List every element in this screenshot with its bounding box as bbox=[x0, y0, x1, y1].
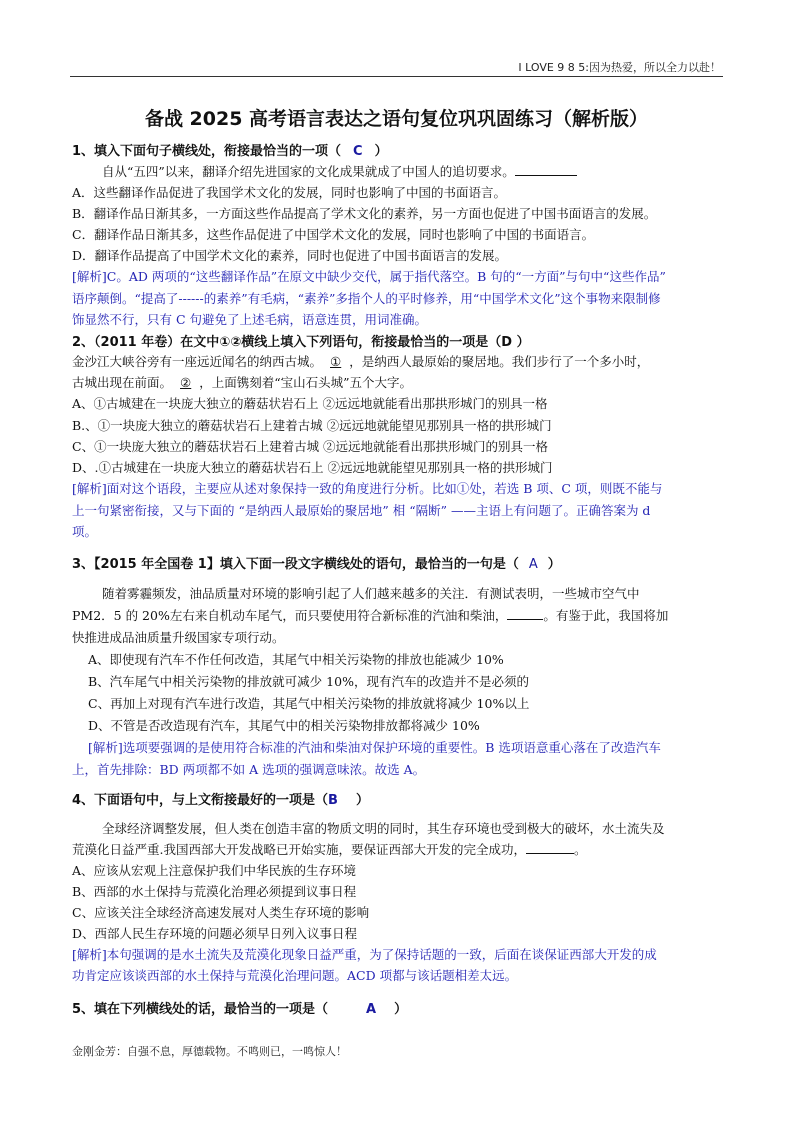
q4-option-d: D、西部人民生存环境的问题必须早日列入议事日程 bbox=[72, 926, 358, 941]
q1-option-c: C．翻译作品日渐其多，这些作品促进了中国学术文化的发展，同时也影响了中国的书面语言。 bbox=[72, 227, 595, 242]
q4-stem bbox=[72, 789, 369, 808]
q2-passage-line1 bbox=[72, 352, 649, 370]
q5-stem-text: 5、填在下列横线处的话，最恰当的一项是（ bbox=[72, 1002, 329, 1017]
q3-passage-cont: 。有鉴于此，我国将加 bbox=[543, 608, 669, 623]
q2-stem: 2、（2011 年卷）在文中①②横线上填入下列语句，衔接最恰当的一项是（D ） bbox=[72, 335, 530, 350]
footer-motto: 金刚金芳：自强不息，厚德载物。不鸣则已，一鸣惊人！ bbox=[72, 1045, 347, 1058]
q4-passage-line: 全球经济调整发展，但人类在创造丰富的物质文明的同时，其生存环境也受到极大的破坏，水土流失及 bbox=[102, 821, 665, 836]
q2-passage2-pre: 古城出现在前面。 bbox=[72, 375, 173, 390]
q4-option-c: C、应该关注全球经济高速发展对人类生存环境的影响 bbox=[72, 905, 370, 920]
q5-stem-end: ） bbox=[394, 1002, 408, 1017]
q4-answer: B bbox=[328, 793, 338, 808]
q2-analysis-line: [解析]面对这个语段，主要应从述对象保持一致的角度进行分析。比如①处，若选 B 项、C 项，则既不能与 bbox=[72, 481, 663, 496]
q3-blank bbox=[507, 607, 543, 620]
q3-passage-line: 快推进成品油质量升级国家专项行动。 bbox=[72, 630, 285, 645]
q1-answer: C bbox=[353, 144, 363, 159]
q2-option-b: B.、①一块庞大独立的蘑菇状岩石上建着古城 ②远远地就能望见那别具一格的拱形城门 bbox=[72, 418, 552, 433]
q3-passage-text: PM2．5 的 20%左右来自机动车尾气，而只要使用符合新标准的汽油和柴油， bbox=[72, 608, 508, 623]
q1-option-d: D．翻译作品提高了中国学术文化的素养，同时也促进了中国书面语言的发展。 bbox=[72, 248, 508, 263]
q2-passage2-post: ，上面镌刻着“宝山石头城”五个大字。 bbox=[199, 375, 413, 390]
q5-stem bbox=[72, 998, 407, 1017]
q3-passage-line: 随着雾霾频发，油品质量对环境的影响引起了人们越来越多的关注．有测试表明，一些城市空气中 bbox=[102, 586, 640, 601]
q1-option-b: B．翻译作品日渐其多，一方面这些作品提高了学术文化的素养，另一方面也促进了中国书面语言的发展。 bbox=[72, 206, 657, 221]
q5-answer: A bbox=[366, 1002, 377, 1017]
q2-passage-line2 bbox=[72, 373, 412, 391]
q2-option-d: D、.①古城建在一块庞大独立的蘑菇状岩石上 ②远远地就能望见那别具一格的拱形城门 bbox=[72, 460, 553, 475]
q1-passage bbox=[102, 162, 577, 180]
q1-option-a: A．这些翻译作品促进了我国学术文化的发展，同时也影响了中国的书面语言。 bbox=[72, 185, 507, 200]
q4-passage-end: 。 bbox=[573, 842, 587, 857]
header-motto: I LOVE 9 8 5:因为热爱，所以全力以赴！ bbox=[518, 61, 721, 74]
q1-stem bbox=[72, 140, 388, 159]
q3-passage-line bbox=[72, 606, 668, 624]
q2-analysis-line: 项。 bbox=[72, 524, 98, 539]
q3-answer: A bbox=[528, 557, 538, 572]
page-title: 备战 2025 高考语言表达之语句复位巩巩固练习（解析版） bbox=[144, 108, 649, 130]
q3-stem bbox=[72, 553, 561, 572]
q3-analysis-line: [解析]选项要强调的是使用符合标准的汽油和柴油对保护环境的重要性。B 选项语意重心落在了改造汽车 bbox=[88, 740, 661, 755]
q1-analysis-line: 饰显然不行，只有 C 句避免了上述毛病，语意连贯，用词准确。 bbox=[72, 312, 428, 327]
q1-blank bbox=[515, 163, 577, 176]
q1-stem-text: 1、填入下面句子横线处，衔接最恰当的一项（ bbox=[72, 144, 342, 159]
q2-option-a: A、①古城建在一块庞大独立的蘑菇状岩石上 ②远远地就能看出那拱形城门的别具一格 bbox=[72, 396, 548, 411]
q4-option-a: A、应该从宏观上注意保护我们中华民族的生存环境 bbox=[72, 863, 357, 878]
q4-stem-text: 4、下面语句中，与上文衔接最好的一项是（ bbox=[72, 793, 329, 808]
q3-stem-text: 3、【2015 年全国卷 1】填入下面一段文字横线处的语句，最恰当的一句是（ bbox=[72, 557, 519, 572]
q2-blank-1: ① bbox=[330, 354, 342, 369]
q4-passage-line bbox=[72, 840, 587, 858]
q2-passage1-post: ，是纳西人最原始的聚居地。我们步行了一个多小时， bbox=[349, 354, 650, 369]
q3-analysis-line: 上，首先排除：BD 两项都不如 A 选项的强调意味浓。故选 A。 bbox=[72, 762, 426, 777]
header-divider bbox=[70, 76, 723, 77]
q4-analysis-line: [解析]本句强调的是水土流失及荒漠化现象日益严重，为了保持话题的一致，后面在谈保证西部大开发的成 bbox=[72, 947, 657, 962]
q1-stem-end: ） bbox=[374, 144, 388, 159]
q4-blank bbox=[526, 841, 574, 854]
q1-analysis-line: 语序颠倒。“提高了------的素养”有毛病，“素养”多指个人的平时修养，用“中国学术文化”这个事物来限制修 bbox=[72, 291, 661, 306]
q2-blank-2: ② bbox=[180, 375, 192, 390]
q4-passage-text: 荒漠化日益严重.我国西部大开发战略已开始实施，要保证西部大开发的完全成功， bbox=[72, 842, 526, 857]
q3-option-b: B、汽车尾气中相关污染物的排放就可减少 10%，现有汽车的改造并不是必须的 bbox=[88, 674, 529, 689]
q1-passage-text: 自从“五四”以来，翻译介绍先进国家的文化成果就成了中国人的追切要求。 bbox=[102, 164, 515, 179]
q3-option-c: C、再加上对现有汽车进行改造，其尾气中相关污染物的排放就将减少 10%以上 bbox=[88, 696, 530, 711]
q2-option-c: C、①一块庞大独立的蘑菇状岩石上建着古城 ②远远地就能看出那拱形城门的别具一格 bbox=[72, 439, 549, 454]
q1-analysis-line: [解析]C。AD 两项的“这些翻译作品”在原文中缺少交代，属于指代落空。B 句的“一方面”与句中“这些作品” bbox=[72, 269, 666, 284]
q3-option-d: D、不管是否改造现有汽车，其尾气中的相关污染物排放都将减少 10% bbox=[88, 718, 480, 733]
q2-analysis-line: 上一句紧密衔接，又与下面的 “是纳西人最原始的聚居地” 相 “隔断” ——主语上有问题了。正确答案为 d bbox=[72, 503, 651, 518]
q4-option-b: B、西部的水土保持与荒漠化治理必须提到议事日程 bbox=[72, 884, 357, 899]
q4-analysis-line: 功肯定应该谈西部的水土保持与荒漠化治理问题。ACD 项都与该话题相差太远。 bbox=[72, 968, 518, 983]
q3-option-a: A、即使现有汽车不作任何改造，其尾气中相关污染物的排放也能减少 10% bbox=[88, 652, 504, 667]
q4-stem-end: ） bbox=[355, 793, 369, 808]
q2-passage1-pre: 金沙江大峡谷旁有一座远近闻名的纳西古城。 bbox=[72, 354, 323, 369]
q3-stem-end: ） bbox=[547, 557, 561, 572]
